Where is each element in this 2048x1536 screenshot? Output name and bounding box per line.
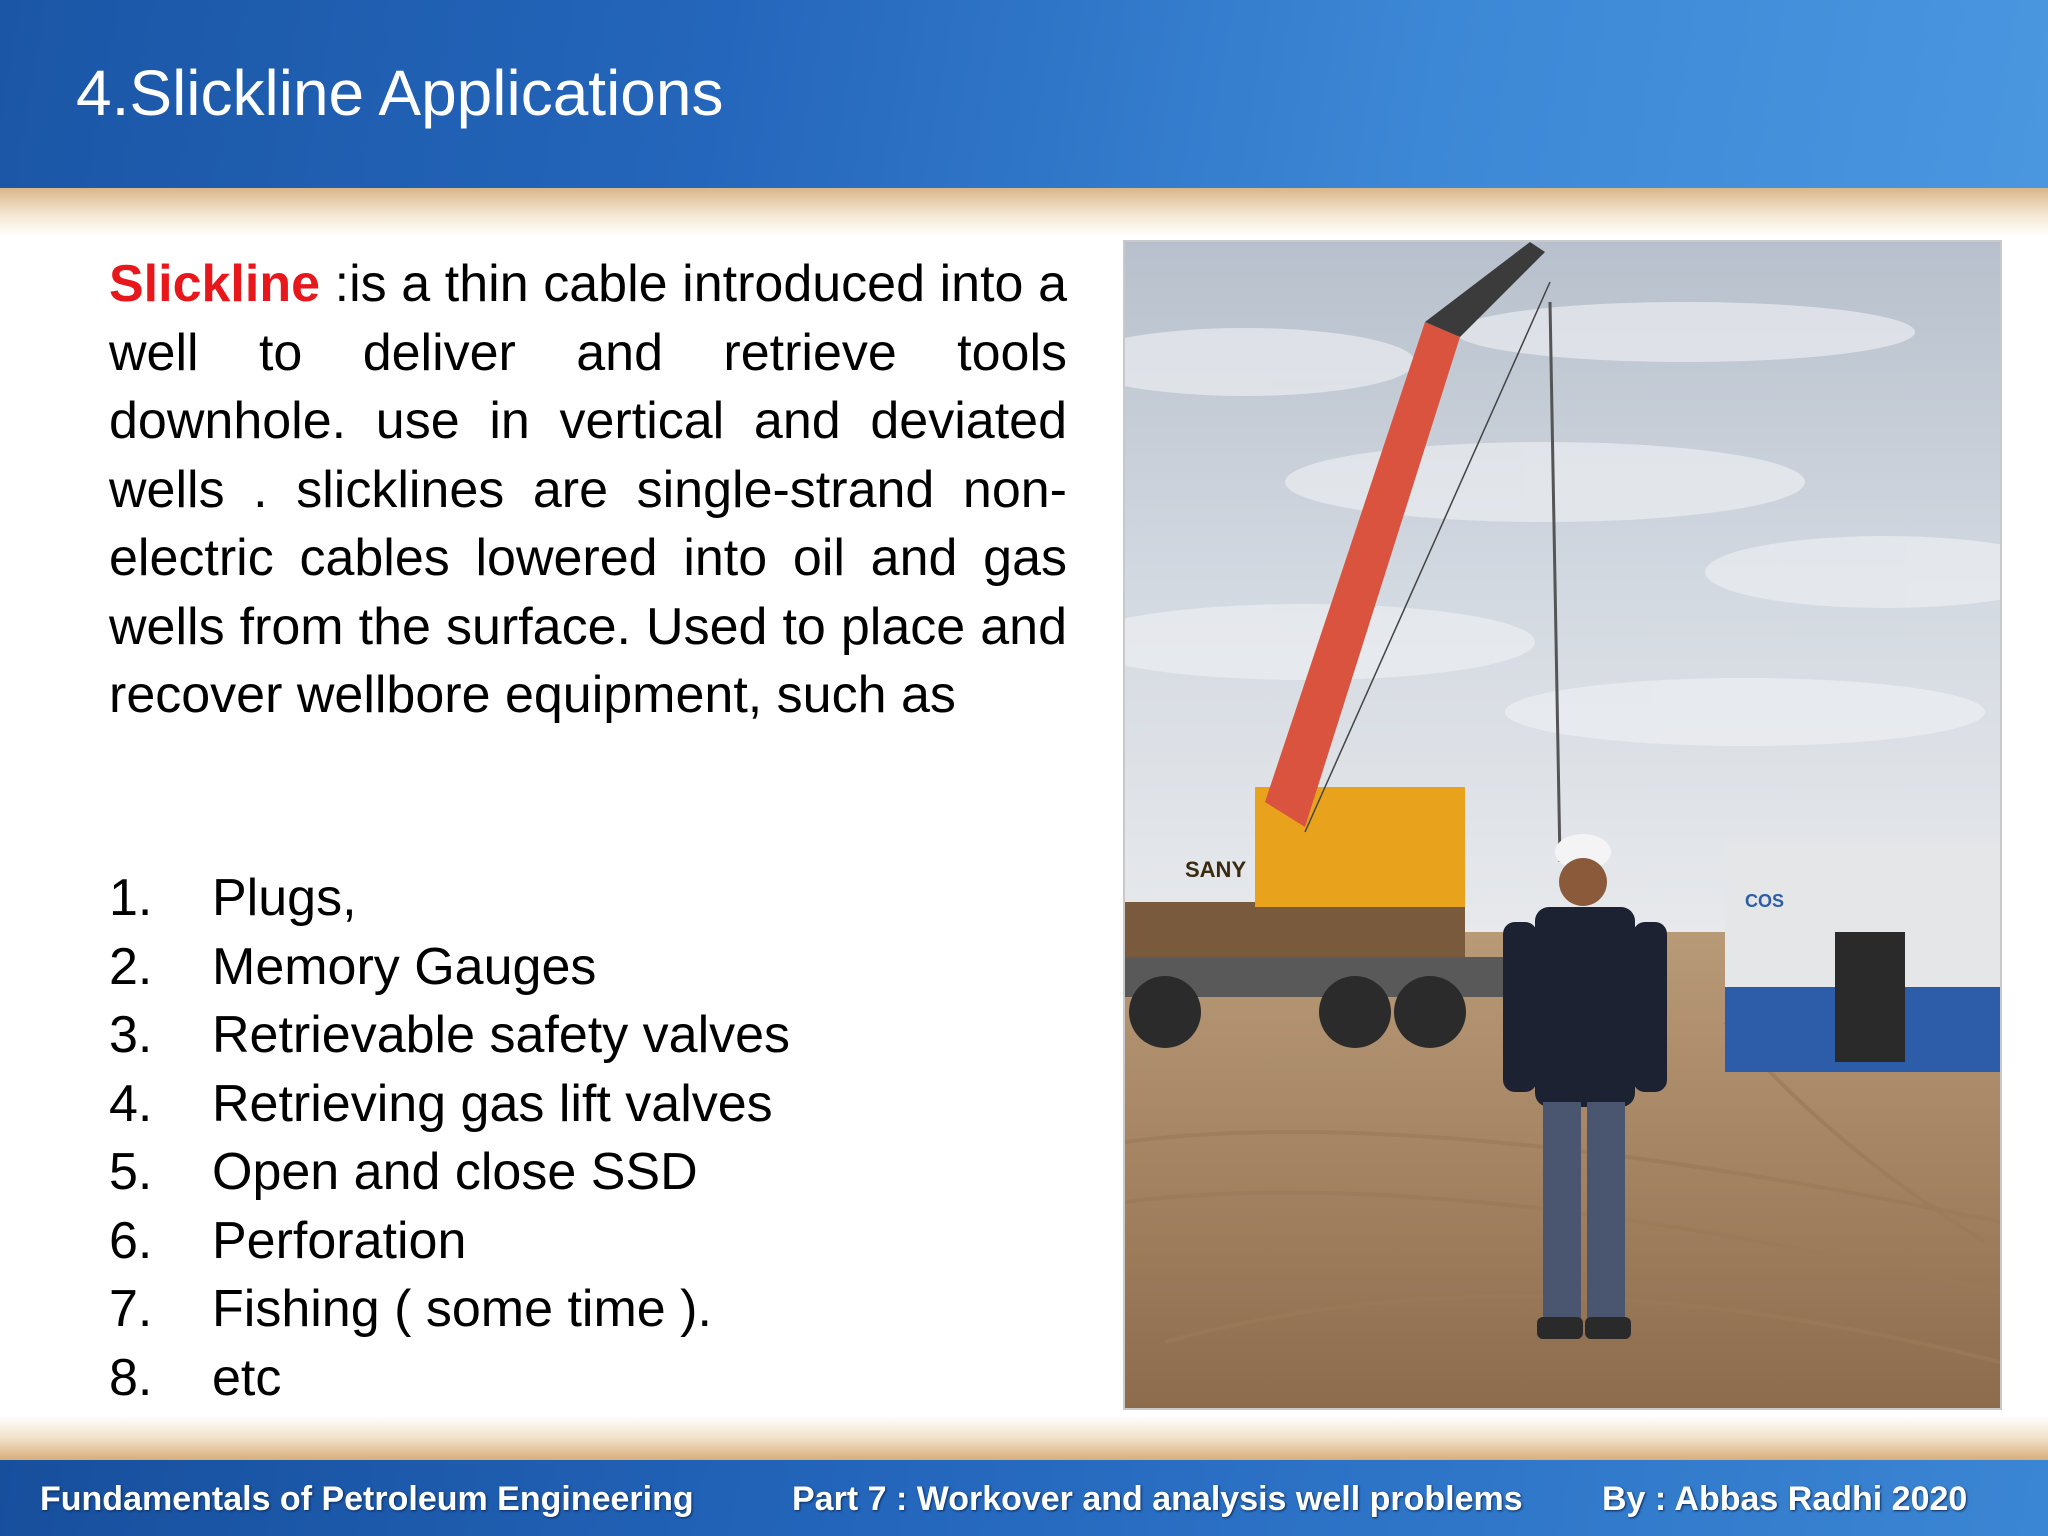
- list-item: [109, 1001, 790, 1070]
- list-item: [109, 1207, 790, 1276]
- list-text: Memory Gauges: [212, 937, 597, 996]
- list-item: [109, 1275, 790, 1344]
- footer-part-title: Part 7 : Workover and analysis well problems: [792, 1480, 1523, 1518]
- list-number: 4.: [109, 1074, 153, 1133]
- list-item: [109, 864, 790, 933]
- list-item: [109, 1138, 790, 1207]
- footer-accent-band: [0, 1416, 2048, 1460]
- list-item: [109, 1344, 790, 1413]
- container-door: [1835, 932, 1905, 1062]
- list-number: 5.: [109, 1143, 153, 1201]
- list-number: 8.: [109, 1348, 153, 1407]
- applications-list: [109, 864, 790, 1412]
- truck-deck: [1125, 902, 1465, 962]
- list-text: Open and close SSD: [212, 1143, 698, 1201]
- footer-course-title: Fundamentals of Petroleum Engineering: [40, 1480, 694, 1518]
- crane-brand-label: SANY: [1185, 857, 1247, 882]
- list-text: Perforation: [212, 1211, 467, 1270]
- definition-text: :is a thin cable introduced into a well to deliver and retrieve tools downhole. use in vertical and deviated wells . slicklines are single-strand non-electric cables lowered into oil and gas wells from the surface. Used to place and recover wellbore equipment, such as: [109, 255, 1067, 724]
- list-number: 1.: [109, 869, 153, 927]
- slide-title: 4.Slickline Applications: [76, 57, 724, 129]
- list-text: Retrievable safety valves: [212, 1006, 791, 1064]
- container-logo: COS: [1745, 891, 1785, 911]
- list-number: 6.: [109, 1211, 153, 1270]
- slickline-definition: [109, 250, 1067, 730]
- list-number: 2.: [109, 937, 153, 996]
- footer-author: By : Abbas Radhi 2020: [1602, 1480, 1968, 1518]
- footer-bar: [0, 1460, 2048, 1536]
- list-text: Fishing ( some time ).: [212, 1280, 712, 1338]
- wellsite-photo-illustration: [1125, 242, 2000, 1408]
- list-item: [109, 933, 790, 1002]
- list-text: Retrieving gas lift valves: [212, 1074, 773, 1133]
- list-text: etc: [212, 1348, 282, 1407]
- list-number: 3.: [109, 1006, 153, 1064]
- list-item: [109, 1070, 790, 1139]
- header-accent-band: [0, 188, 2048, 236]
- wellsite-photo: [1123, 240, 2002, 1410]
- list-text: Plugs,: [212, 869, 357, 927]
- slickline-term: Slickline: [109, 255, 320, 313]
- list-number: 7.: [109, 1280, 153, 1338]
